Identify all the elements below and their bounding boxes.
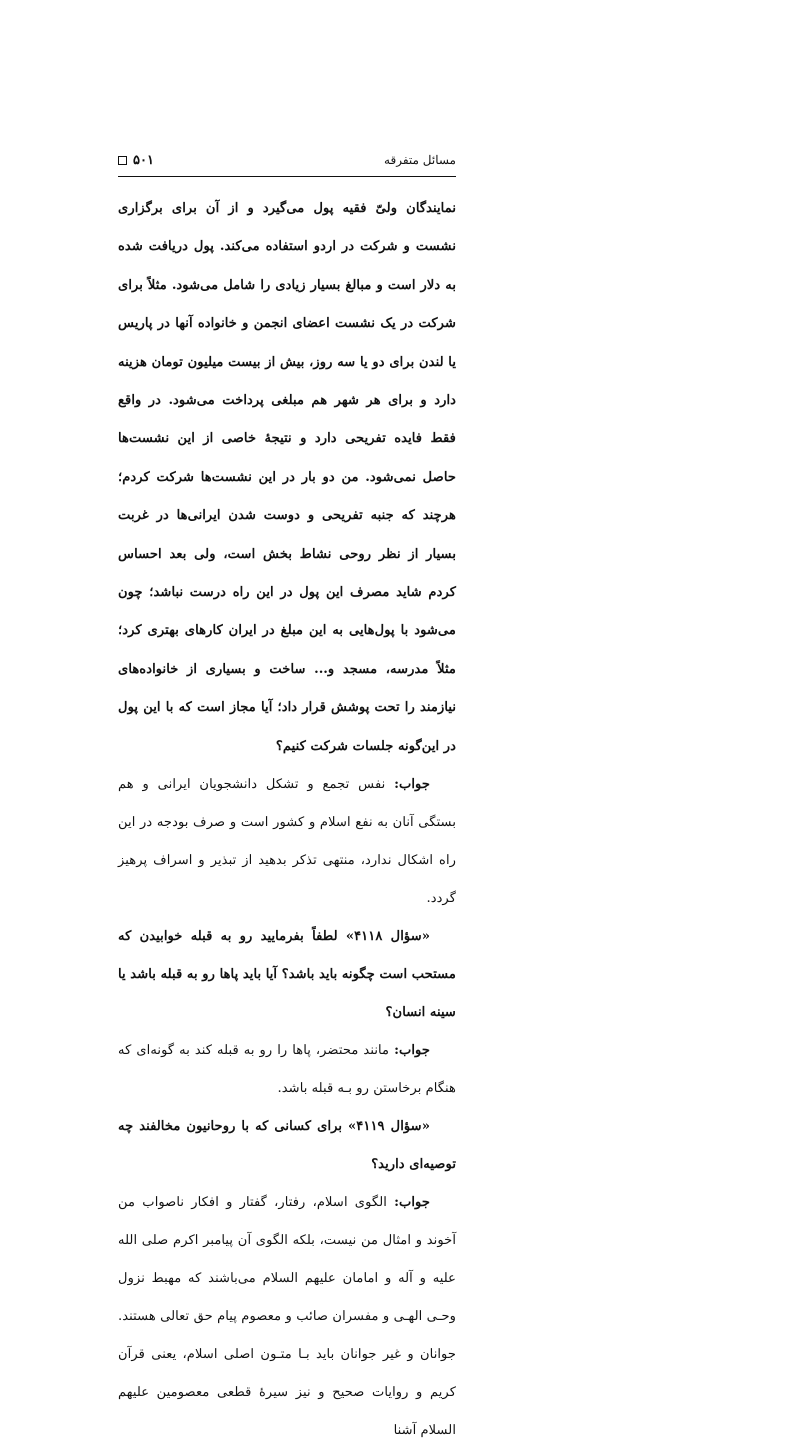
question-continuation: نمایندگان ولیّ فقیه پول می‌گیرد و از آن برای برگزاری نشست و شرکت در اردو استفاده می‌کند. پول دریافت شده به دلار است و مبالغ بسیار زیادی را شامل می‌شود. مثلاً برای شرکت در یک نشست اعضای انجمن و خانواده آنها در پاریس یا لندن برای دو یا سه روز، بیش از بیست میلیون تومان هزینه دارد و برای هر شهر هم مبلغی پرداخت می‌شود. در واقع فقط فایده تفریحی دارد و نتیجهٔ خاصی از این نشست‌ها حاصل نمی‌شود. من دو بار در این نشست‌ها شرکت کردم؛ هرچند که جنبه تفریحی و دوست شدن ایرانی‌ها در غربت بسیار از نظر روحی نشاط بخش است، ولی بعد احساس کردم شاید مصرف این پول در این راه درست نباشد؛ چون می‌شود با پول‌هایی به این مبلغ در ایران کارهای بهتری کرد؛ مثلاً مدرسه، مسجد و... ساخت و بسیاری از خانواده‌های نیازمند را تحت پوشش قرار داد؛ آیا مجاز است که با این پول در این‌گونه جلسات شرکت کنیم؟ bbox=[118, 201, 456, 754]
answer-paragraph bbox=[118, 766, 456, 918]
answer-paragraph bbox=[118, 1032, 456, 1108]
answer-text: الگوی اسلام، رفتار، گفتار و افکار ناصواب من آخوند و امثال من نیست، بلکه الگوی آن پیامبر اکرم صلی الله علیه و آله و امامان علیهم السلام می‌باشند که مهبط نزول وحـی الهـی و مفسران صائب و معصوم پیام حق تعالی هستند. جوانان و غیر جوانان باید بـا متـون اصلی اسلام، یعنی قرآن کریم و روایات صحیح و نیز سیرهٔ قطعی معصومین علیهم السلام آشنا bbox=[118, 1195, 456, 1439]
page-body bbox=[118, 190, 456, 1450]
answer-label: جواب: bbox=[394, 1195, 430, 1211]
answer-paragraph bbox=[118, 1184, 456, 1450]
question-paragraph: «سؤال ۴۱۱۹» برای کسانی که با روحانیون مخالفند چه توصیه‌ای دارید؟ bbox=[118, 1119, 456, 1173]
page-number: ۵۰۱ bbox=[133, 152, 154, 168]
header-divider bbox=[118, 176, 456, 177]
answer-label: جواب: bbox=[394, 777, 430, 793]
square-bullet-icon bbox=[118, 156, 127, 165]
answer-text: مانند محتضر، پاها را رو به قبله کند به گونه‌ای که هنگام برخاستن رو بـه قبله باشد. bbox=[118, 1043, 456, 1097]
section-title: مسائل متفرقه bbox=[384, 153, 456, 167]
page-number-group bbox=[118, 153, 154, 168]
answer-text: نفس تجمع و تشکل دانشجویان ایرانی و هم بستگی آنان به نفع اسلام و کشور است و صرف بودجه در این راه اشکال ندارد، منتهی تذکر بدهید از تبذیر و اسراف پرهیز گردد. bbox=[118, 777, 456, 907]
question-paragraph: «سؤال ۴۱۱۸» لطفاً بفرمایید رو به قبله خوابیدن که مستحب است چگونه باید باشد؟ آیا باید پاها رو به قبله باشد یا سینه انسان؟ bbox=[118, 929, 456, 1021]
answer-label: جواب: bbox=[394, 1043, 430, 1059]
page-header bbox=[118, 148, 456, 172]
